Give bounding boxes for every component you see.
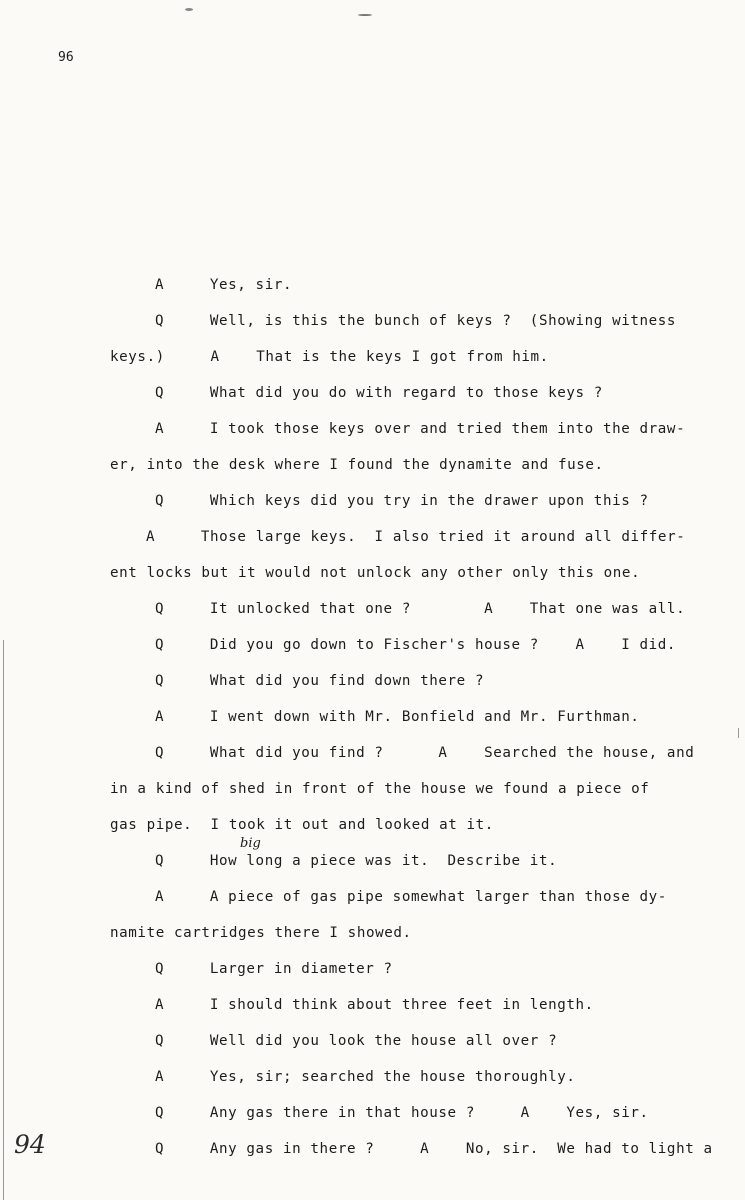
transcript-line: A I went down with Mr. Bonfield and Mr. Furthman. [155, 709, 640, 725]
transcript-line: Q What did you find ? A Searched the house, and [155, 745, 695, 761]
right-margin-mark [738, 728, 739, 738]
transcript-line: A A piece of gas pipe somewhat larger than those dy- [155, 889, 667, 905]
page-number: 96 [58, 50, 74, 65]
transcript-line: A Those large keys. I also tried it around all differ- [146, 529, 686, 545]
transcript-line: Q What did you find down there ? [155, 673, 485, 689]
transcript-line: A I took those keys over and tried them into the draw- [155, 421, 686, 437]
handwritten-page-number: 94 [14, 1130, 46, 1159]
transcript-line: namite cartridges there I showed. [110, 925, 412, 941]
transcript-line: Q Any gas there in that house ? A Yes, sir. [155, 1105, 649, 1121]
transcript-line: keys.) A That is the keys I got from him. [110, 349, 549, 365]
transcript-line: ent locks but it would not unlock any other only this one. [110, 565, 641, 581]
transcript-line: er, into the desk where I found the dynamite and fuse. [110, 457, 604, 473]
transcript-line: Q Did you go down to Fischer's house ? A I did. [155, 637, 677, 653]
transcript-line: Q What did you do with regard to those keys ? [155, 385, 603, 401]
transcript-line: Q Well, is this the bunch of keys ? (Showing witness [155, 313, 677, 329]
transcript-line: Q Any gas in there ? A No, sir. We had to light a [155, 1141, 713, 1157]
left-margin-mark [3, 640, 4, 1200]
top-speck-2 [358, 14, 372, 16]
transcript-line: Q Which keys did you try in the drawer upon this ? [155, 493, 649, 509]
top-speck [185, 8, 193, 11]
transcript-line: Q It unlocked that one ? A That one was all. [155, 601, 686, 617]
transcript-line: Q How long a piece was it. Describe it. [155, 853, 558, 869]
transcript-line: gas pipe. I took it out and looked at it. [110, 817, 494, 833]
transcript-line: Q Larger in diameter ? [155, 961, 393, 977]
transcript-line: in a kind of shed in front of the house we found a piece of [110, 781, 650, 797]
transcript-line: A Yes, sir. [155, 277, 293, 293]
transcript-line: A Yes, sir; searched the house thoroughly. [155, 1069, 576, 1085]
handwritten-insertion: big [240, 836, 261, 851]
transcript-line: A I should think about three feet in length. [155, 997, 594, 1013]
transcript-line: Q Well did you look the house all over ? [155, 1033, 558, 1049]
